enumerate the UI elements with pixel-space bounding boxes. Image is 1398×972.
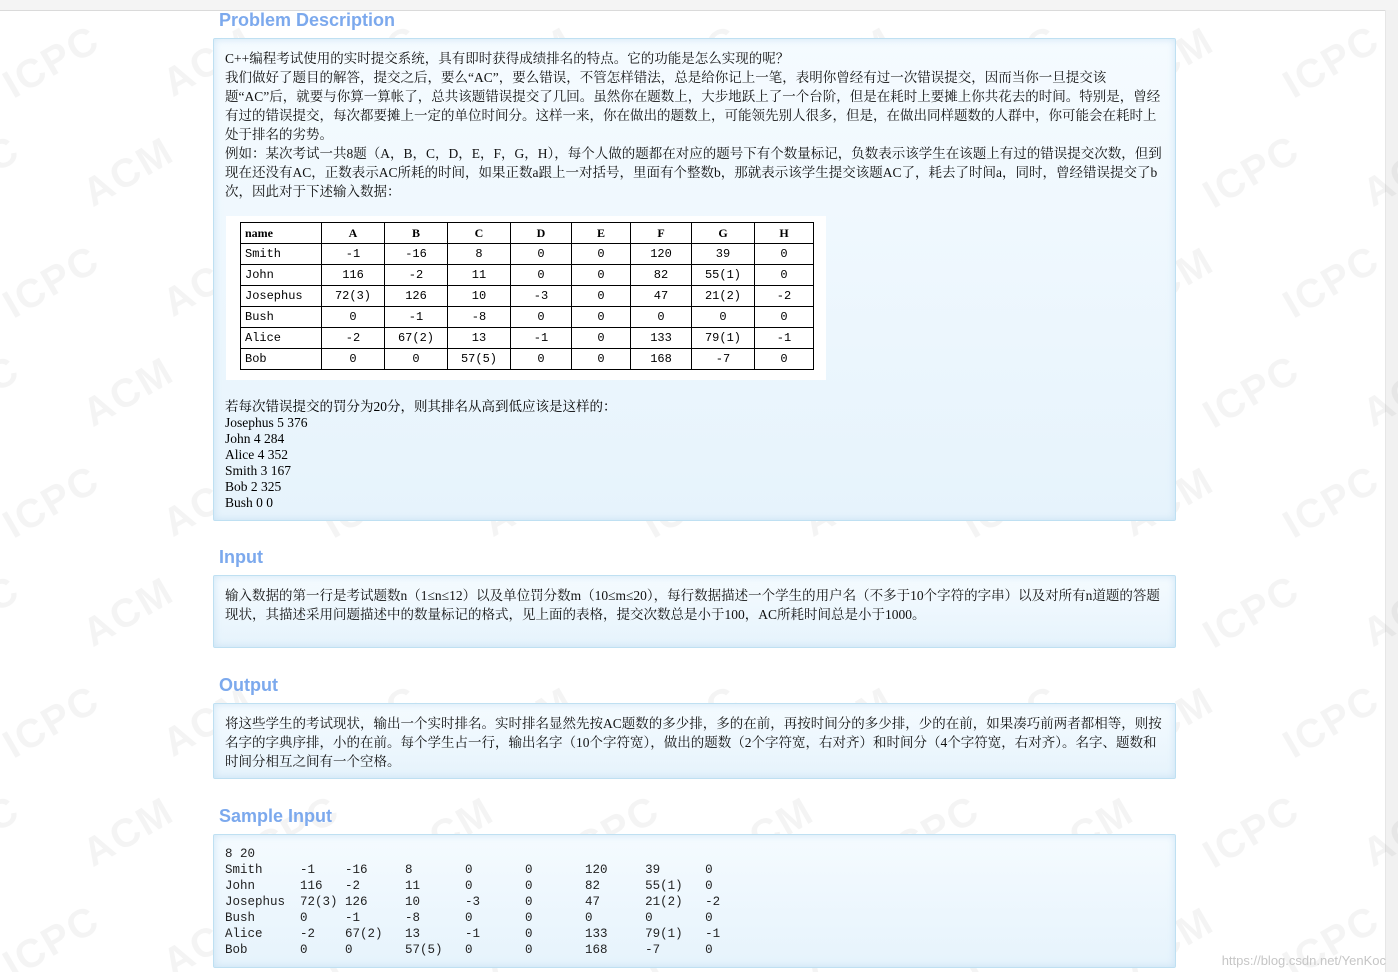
- table-cell: 0: [692, 307, 755, 328]
- watermark-text: [0, 237, 108, 328]
- table-header-cell: A: [322, 223, 385, 244]
- watermark-text: [0, 567, 28, 658]
- table-row: [241, 349, 814, 370]
- table-cell: 0: [572, 349, 631, 370]
- watermark-text: [0, 787, 28, 878]
- table-header-cell: name: [241, 223, 322, 244]
- sample-input-panel: [213, 834, 1176, 968]
- table-cell: 0: [572, 244, 631, 265]
- table-cell: 72(3): [322, 286, 385, 307]
- problem-description-text: [225, 49, 1165, 201]
- table-cell: 0: [385, 349, 448, 370]
- watermark-text: [0, 457, 108, 548]
- watermark-text: [1276, 237, 1388, 328]
- table-cell: -2: [322, 328, 385, 349]
- table-cell: 8: [448, 244, 511, 265]
- table-cell: 57(5): [448, 349, 511, 370]
- table-cell: 0: [755, 307, 814, 328]
- output-panel: [213, 703, 1176, 779]
- input-text: 输入数据的第一行是考试题数n（1≤n≤12）以及单位罚分数m（10≤m≤20），每行数据描述一个学生的用户名（不多于10个字符的字串）以及对所有n道题的答题现状，其描述采用问题描述中的数量标记的格式，见上面的表格，提交次数总是小于100，AC所耗时间总是小于1000。: [225, 588, 1160, 622]
- table-cell: 0: [322, 349, 385, 370]
- watermark-text: [1196, 567, 1308, 658]
- table-cell: 0: [631, 307, 692, 328]
- problem-description-heading: Problem Description: [219, 10, 396, 30]
- problem-description-panel: [213, 38, 1176, 521]
- table-cell: 126: [385, 286, 448, 307]
- watermark-text: [0, 17, 108, 108]
- source-url-watermark: https://blog.csdn.net/YenKoc: [1221, 953, 1386, 968]
- example-table-image: [226, 216, 826, 380]
- table-cell: -3: [511, 286, 572, 307]
- table-cell: 39: [692, 244, 755, 265]
- table-header-cell: H: [755, 223, 814, 244]
- watermark-text: [75, 349, 182, 437]
- table-cell: -8: [448, 307, 511, 328]
- table-cell: Alice: [241, 328, 322, 349]
- table-cell: 47: [631, 286, 692, 307]
- table-cell: 10: [448, 286, 511, 307]
- watermark-text: [0, 677, 108, 768]
- ranking-line: Alice 4 352: [225, 447, 288, 462]
- table-row: [241, 307, 814, 328]
- table-cell: Smith: [241, 244, 322, 265]
- output-heading: Output: [219, 675, 278, 695]
- table-cell: -1: [511, 328, 572, 349]
- table-row: [241, 244, 814, 265]
- table-cell: 21(2): [692, 286, 755, 307]
- table-cell: 168: [631, 349, 692, 370]
- table-cell: 55(1): [692, 265, 755, 286]
- watermark-text: [75, 569, 182, 657]
- table-cell: 0: [511, 349, 572, 370]
- table-cell: John: [241, 265, 322, 286]
- table-cell: 0: [572, 265, 631, 286]
- problem-paragraph: C++编程考试使用的实时提交系统，具有即时获得成绩排名的特点。它的功能是怎么实现的呢？: [225, 51, 790, 66]
- table-cell: 133: [631, 328, 692, 349]
- output-text: 将这些学生的考试现状，输出一个实时排名。实时排名显然先按AC题数的多少排，多的在前，再按时间分的多少排，少的在前，如果凑巧前两者都相等，则按名字的字典序排，小的在前。每个学生占一行，输出名字（10个字符宽），做出的题数（2个字符宽，右对齐）和时间分（4个字符宽，右对齐）。名字、题数和时间分相互之间有一个空格。: [225, 716, 1162, 769]
- table-cell: 0: [511, 244, 572, 265]
- table-header-cell: C: [448, 223, 511, 244]
- table-cell: 82: [631, 265, 692, 286]
- table-cell: -1: [755, 328, 814, 349]
- table-cell: 0: [572, 307, 631, 328]
- ranking-example: [225, 399, 617, 511]
- watermark-text: [1196, 347, 1308, 438]
- ranking-intro: 若每次错误提交的罚分为20分，则其排名从高到低应该是这样的：: [225, 399, 617, 414]
- table-header-cell: B: [385, 223, 448, 244]
- table-cell: Bush: [241, 307, 322, 328]
- table-cell: -2: [755, 286, 814, 307]
- watermark-text: [1196, 127, 1308, 218]
- watermark-text: [75, 129, 182, 217]
- table-cell: 0: [755, 265, 814, 286]
- table-cell: 116: [322, 265, 385, 286]
- watermark-text: [1276, 457, 1388, 548]
- ranking-line: John 4 284: [225, 431, 285, 446]
- table-cell: 67(2): [385, 328, 448, 349]
- input-panel: [213, 575, 1176, 648]
- table-header-cell: G: [692, 223, 755, 244]
- watermark-text: [0, 347, 28, 438]
- vertical-scrollbar[interactable]: [1385, 10, 1398, 972]
- table-cell: 0: [572, 328, 631, 349]
- ranking-line: Smith 3 167: [225, 463, 292, 478]
- input-heading: Input: [219, 547, 263, 567]
- table-cell: -7: [692, 349, 755, 370]
- table-cell: -1: [322, 244, 385, 265]
- example-table: [240, 222, 814, 370]
- table-row: [241, 286, 814, 307]
- table-row: [241, 265, 814, 286]
- watermark-text: [0, 897, 108, 972]
- table-cell: 0: [511, 307, 572, 328]
- sample-input-heading: Sample Input: [219, 806, 333, 826]
- browser-top-edge: [0, 0, 1398, 11]
- ranking-line: Bob 2 325: [225, 479, 282, 494]
- table-cell: 0: [755, 244, 814, 265]
- table-cell: 13: [448, 328, 511, 349]
- table-cell: 0: [511, 265, 572, 286]
- table-header-cell: E: [572, 223, 631, 244]
- ranking-line: Josephus 5 376: [225, 415, 308, 430]
- table-cell: Bob: [241, 349, 322, 370]
- watermark-text: [1276, 677, 1388, 768]
- table-cell: 0: [322, 307, 385, 328]
- table-cell: 0: [572, 286, 631, 307]
- problem-paragraph: 例如：某次考试一共8题（A，B，C，D，E，F，G，H），每个人做的题都在对应的题号下有个数量标记，负数表示该学生在该题上有过的错误提交次数，但到现在还没有AC，正数表示AC所耗的时间，如果正数a跟上一对括号，里面有个整数b，那就表示该学生提交该题AC了，耗去了时间a，同时，曾经错误提交了b次，因此对于下述输入数据：: [225, 146, 1162, 199]
- table-header-cell: D: [511, 223, 572, 244]
- table-cell: 120: [631, 244, 692, 265]
- sample-input-text: 8 20 Smith -1 -16 8 0 0 120 39 0 John 116 -2 11 0 0 82 55(1) 0 Josephus 72(3) 126 10 -3 0 47 21(2) -2 Bush 0 -1 -8 0 0 0 0 0 Alice -2 67(2) 13 -1 0 133 79(1) -1 Bob 0 0 57(5) 0 0 168 -7 0: [225, 847, 721, 957]
- table-cell: 11: [448, 265, 511, 286]
- table-cell: -16: [385, 244, 448, 265]
- watermark-text: [1276, 17, 1388, 108]
- table-cell: -2: [385, 265, 448, 286]
- watermark-text: [1196, 787, 1308, 878]
- table-header-cell: F: [631, 223, 692, 244]
- table-header-row: [241, 223, 814, 244]
- table-cell: -1: [385, 307, 448, 328]
- table-cell: 0: [755, 349, 814, 370]
- ranking-line: Bush 0 0: [225, 495, 274, 510]
- watermark-text: [0, 127, 28, 218]
- table-cell: 79(1): [692, 328, 755, 349]
- watermark-text: [75, 789, 182, 877]
- table-row: [241, 328, 814, 349]
- problem-paragraph: 我们做好了题目的解答，提交之后，要么“AC”，要么错误，不管怎样错法，总是给你记上一笔，表明你曾经有过一次错误提交，因而当你一旦提交该题“AC”后，就要与你算一算帐了，总共该题错误提交了几回。虽然你在题数上，大步地跃上了一个台阶，但是在耗时上要摊上你共花去的时间。特别是，曾经有过的错误提交，每次都要摊上一定的单位时间分。这样一来，你在做出的题数上，可能领先别人很多，但是，在做出同样题数的人群中，你可能会在耗时上处于排名的劣势。: [225, 70, 1161, 142]
- table-cell: Josephus: [241, 286, 322, 307]
